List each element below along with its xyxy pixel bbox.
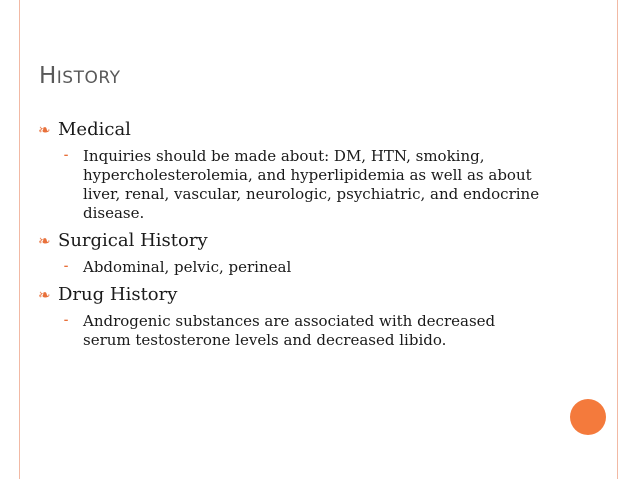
bullet-label: Medical [58,119,131,140]
title-initial: H [39,63,57,89]
decorative-orange-circle [570,399,606,435]
sub-bullet [63,258,598,277]
left-vertical-rule [19,0,20,479]
bullet-surgical-history [38,229,598,253]
right-vertical-rule [617,0,618,479]
sub-bullet-icon: ⁃ [63,260,69,274]
sub-bullet-icon: ⁃ [63,149,69,163]
bullet-icon: ❧ [38,286,51,304]
sub-list-surgical [63,258,598,277]
bullet-medical [38,118,598,142]
bullet-label: Drug History [58,284,178,305]
sub-bullet [63,312,598,350]
title-rest: ISTORY [56,68,121,88]
sub-bullet [63,147,598,223]
sub-bullet-text: Androgenic substances are associated with decreased serum testosterone levels and decreased libido. [83,312,496,349]
bullet-drug-history [38,283,598,307]
bullet-icon: ❧ [38,121,51,139]
sub-list-medical [63,147,598,223]
slide-content [38,118,598,356]
bullet-icon: ❧ [38,232,51,250]
sub-bullet-text: Inquiries should be made about: DM, HTN, smoking, hypercholesterolemia, and hyperlipidemia as well as about liver, renal, vascular, neurologic, psychiatric, and endocrine disease. [83,147,540,222]
bullet-label: Surgical History [58,230,208,251]
sub-bullet-text: Abdominal, pelvic, perineal [83,258,292,276]
sub-list-drug [63,312,598,350]
slide-title [39,63,120,89]
sub-bullet-icon: ⁃ [63,314,69,328]
